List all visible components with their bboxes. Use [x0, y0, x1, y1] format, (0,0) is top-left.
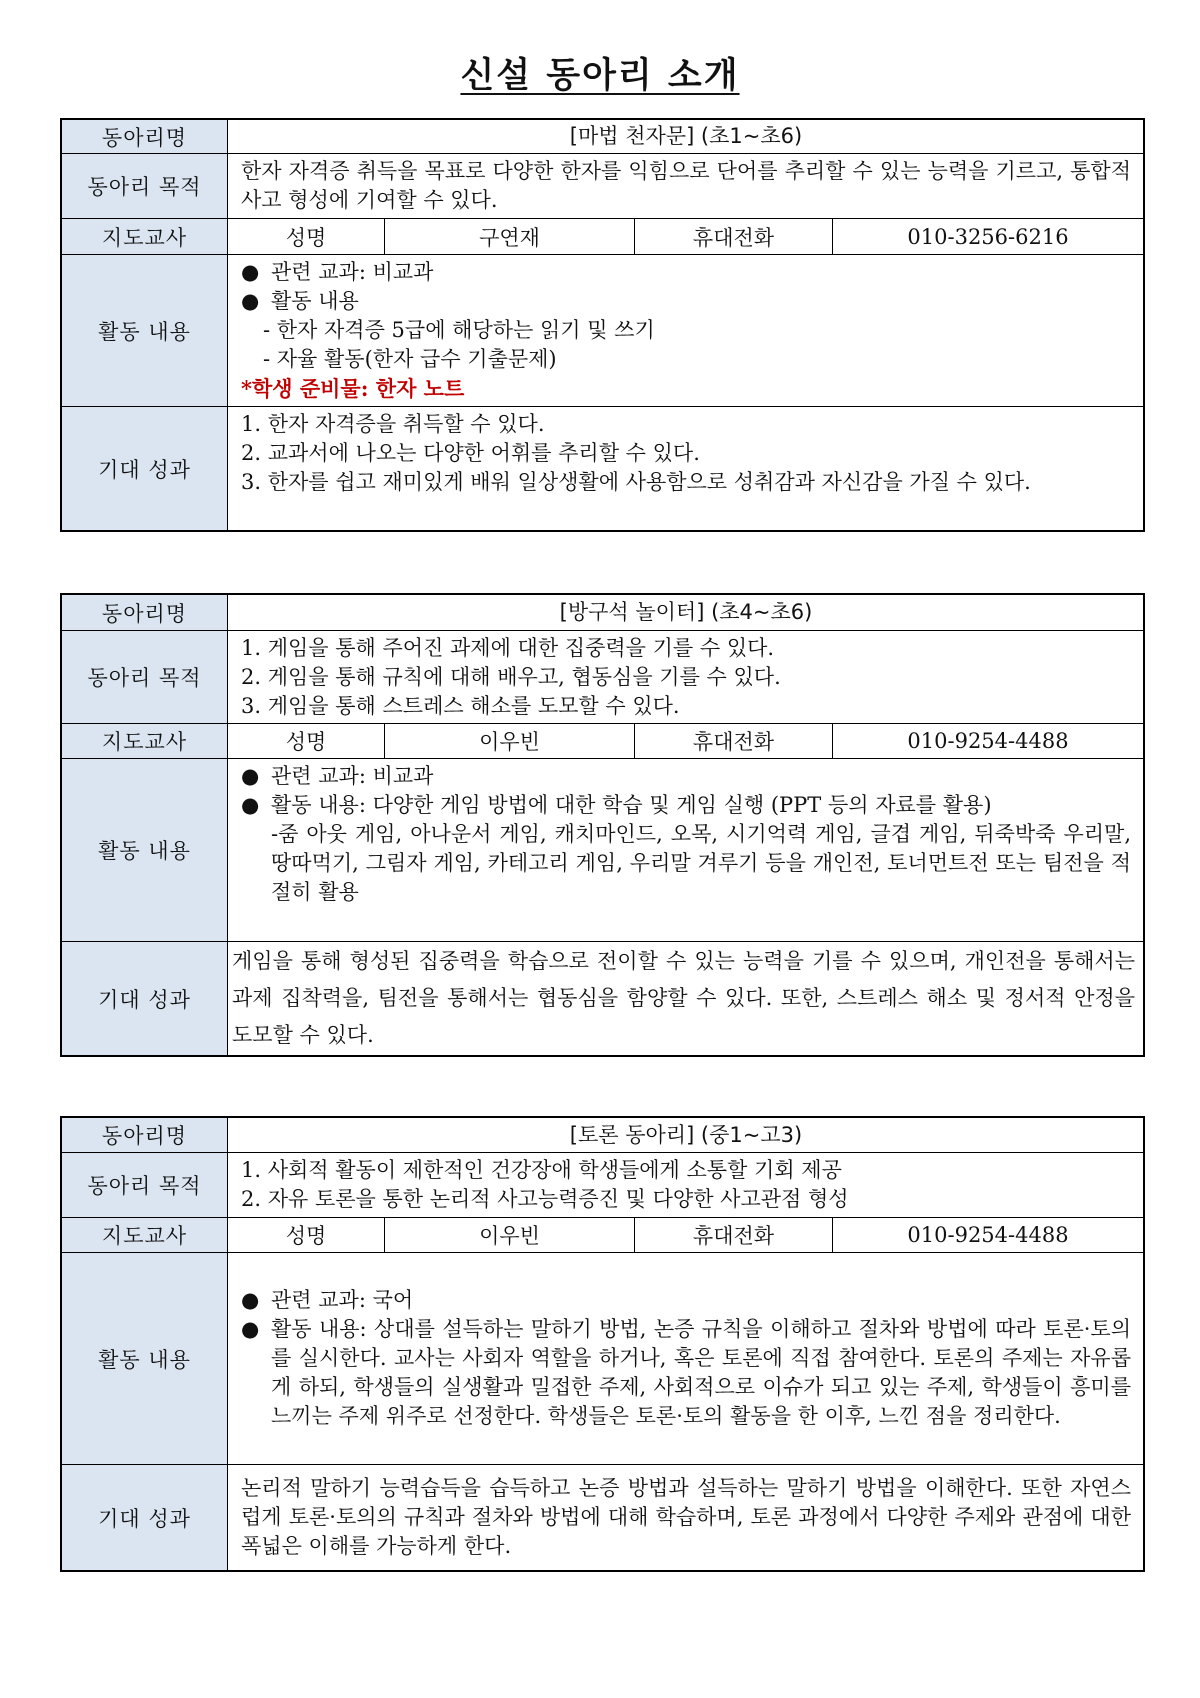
activity-sub-item: - 자율 활동(한자 급수 기출문제) [263, 347, 557, 371]
activity-subject: ● 관련 교과: 비교과 [241, 258, 1131, 287]
purpose-text: 한자 자격증 취득을 목표로 다양한 한자를 익힘으로 단어를 추리할 수 있는 능력을 기르고, 통합적 사고 형성에 기여할 수 있다. [241, 159, 1131, 212]
club-name-label: 동아리명 [62, 120, 228, 153]
purpose-item: 1. 게임을 통해 주어진 과제에 대한 집중력을 기를 수 있다. [241, 636, 775, 660]
activity-content [228, 255, 1143, 406]
activity-sub-item: - 한자 자격증 5급에 해당하는 읽기 및 쓰기 [263, 318, 655, 342]
outcome-list [228, 407, 1143, 530]
club-name: [방구석 놀이터] (초4~초6) [559, 600, 813, 624]
teacher-phone: 010-9254-4488 [907, 729, 1069, 753]
teacher-phone: 010-9254-4488 [907, 1223, 1069, 1247]
teacher-name: 구연재 [385, 219, 635, 254]
bullet-icon: ● [241, 793, 260, 817]
club-table-3 [60, 1116, 1145, 1572]
student-supplies-note: *학생 준비물: 한자 노트 [241, 376, 465, 401]
teacher-label: 지도교사 [62, 1218, 228, 1252]
bullet-icon: ● [241, 1288, 260, 1312]
purpose-item: 1. 사회적 활동이 제한적인 건강장애 학생들에게 소통할 기회 제공 [241, 1158, 842, 1182]
purpose-list [228, 631, 1143, 723]
outcome-item: 2. 교과서에 나오는 다양한 어휘를 추리할 수 있다. [241, 441, 700, 465]
activity-subject: ● 관련 교과: 국어 [241, 1286, 1131, 1315]
outcome-label: 기대 성과 [62, 942, 228, 1055]
activity-label: 활동 내용 [62, 255, 228, 406]
club-name-label: 동아리명 [62, 1118, 228, 1152]
bullet-icon: ● [241, 1317, 260, 1341]
page-title: 신설 동아리 소개 [460, 56, 740, 96]
teacher-name: 이우빈 [385, 1218, 635, 1252]
purpose-label: 동아리 목적 [62, 154, 228, 218]
teacher-phone-label: 휴대전화 [635, 724, 833, 758]
activity-content-item: ● 활동 내용: 상대를 설득하는 말하기 방법, 논증 규칙을 이해하고 절차와 방법에 따라 토론·토의를 실시한다. 교사는 사회자 역할을 하거나, 혹은 토론에 직접 참여한다. 토론의 주제는 자유롭게 하되, 학생들의 실생활과 밀접한 주제, 사회적으로 이슈가 되고 있는 주제, 학생들이 흥미를 느끼는 주제 위주로 선정한다. 학생들은 토론·토의 활동을 한 이후, 느낀 점을 정리한다. [241, 1315, 1131, 1431]
club-name: [토론 동아리] (중1~고3) [569, 1122, 803, 1147]
teacher-name: 이우빈 [385, 724, 635, 758]
club-name: [마법 천자문] (초1~초6) [569, 124, 803, 148]
purpose-item: 2. 자유 토론을 통한 논리적 사고능력증진 및 다양한 사고관점 형성 [241, 1187, 849, 1211]
teacher-name-label: 성명 [228, 1218, 385, 1252]
club-name-label: 동아리명 [62, 595, 228, 630]
outcome-item: 1. 한자 자격증을 취득할 수 있다. [241, 412, 545, 436]
teacher-label: 지도교사 [62, 724, 228, 758]
bullet-icon: ● [241, 764, 260, 788]
teacher-phone-label: 휴대전화 [635, 1218, 833, 1252]
outcome-text: 논리적 말하기 능력습득을 습득하고 논증 방법과 설득하는 말하기 방법을 이해한다. 또한 자연스럽게 토론·토의의 규칙과 절차와 방법에 대해 학습하며, 토론 과정에서 다양한 주제와 관점에 대한 폭넓은 이해를 가능하게 한다. [241, 1476, 1131, 1558]
teacher-phone: 010-3256-6216 [907, 224, 1069, 249]
activity-label: 활동 내용 [62, 759, 228, 941]
activity-detail: -줌 아웃 게임, 아나운서 게임, 캐치마인드, 오목, 시기억력 게임, 글겹 게임, 뒤죽박죽 우리말, 땅따먹기, 그림자 게임, 카테고리 게임, 우리말 겨루기 등을 개인전, 토너먼트전 또는 팀전을 적절히 활용 [271, 822, 1131, 904]
teacher-name-label: 성명 [228, 724, 385, 758]
purpose-label: 동아리 목적 [62, 631, 228, 723]
teacher-label: 지도교사 [62, 219, 228, 254]
activity-content-item: ● 활동 내용 [241, 287, 1131, 316]
outcome-text: 게임을 통해 형성된 집중력을 학습으로 전이할 수 있는 능력을 기를 수 있으며, 개인전을 통해서는 과제 집착력을, 팀전을 통해서는 협동심을 함양할 수 있다. 또한, 스트레스 해소 및 정서적 안정을 도모할 수 있다. [232, 949, 1135, 1047]
bullet-icon: ● [241, 289, 260, 313]
club-table-1 [60, 118, 1145, 532]
outcome-label: 기대 성과 [62, 407, 228, 530]
activity-subject: ● 관련 교과: 비교과 [241, 762, 1131, 791]
activity-content [228, 759, 1143, 941]
purpose-list [228, 1153, 1143, 1217]
teacher-name-label: 성명 [228, 219, 385, 254]
purpose-item: 2. 게임을 통해 규칙에 대해 배우고, 협동심을 기를 수 있다. [241, 665, 781, 689]
activity-label: 활동 내용 [62, 1253, 228, 1464]
bullet-icon: ● [241, 260, 260, 284]
club-table-2 [60, 593, 1145, 1057]
purpose-item: 3. 게임을 통해 스트레스 해소를 도모할 수 있다. [241, 694, 680, 718]
activity-content-item: ● 활동 내용: 다양한 게임 방법에 대한 학습 및 게임 실행 (PPT 등의 자료를 활용) [241, 791, 1131, 820]
purpose-label: 동아리 목적 [62, 1153, 228, 1217]
teacher-phone-label: 휴대전화 [635, 219, 833, 254]
outcome-label: 기대 성과 [62, 1465, 228, 1570]
activity-content [228, 1253, 1143, 1464]
outcome-item: 3. 한자를 쉽고 재미있게 배워 일상생활에 사용함으로 성취감과 자신감을 가질 수 있다. [241, 470, 1031, 494]
